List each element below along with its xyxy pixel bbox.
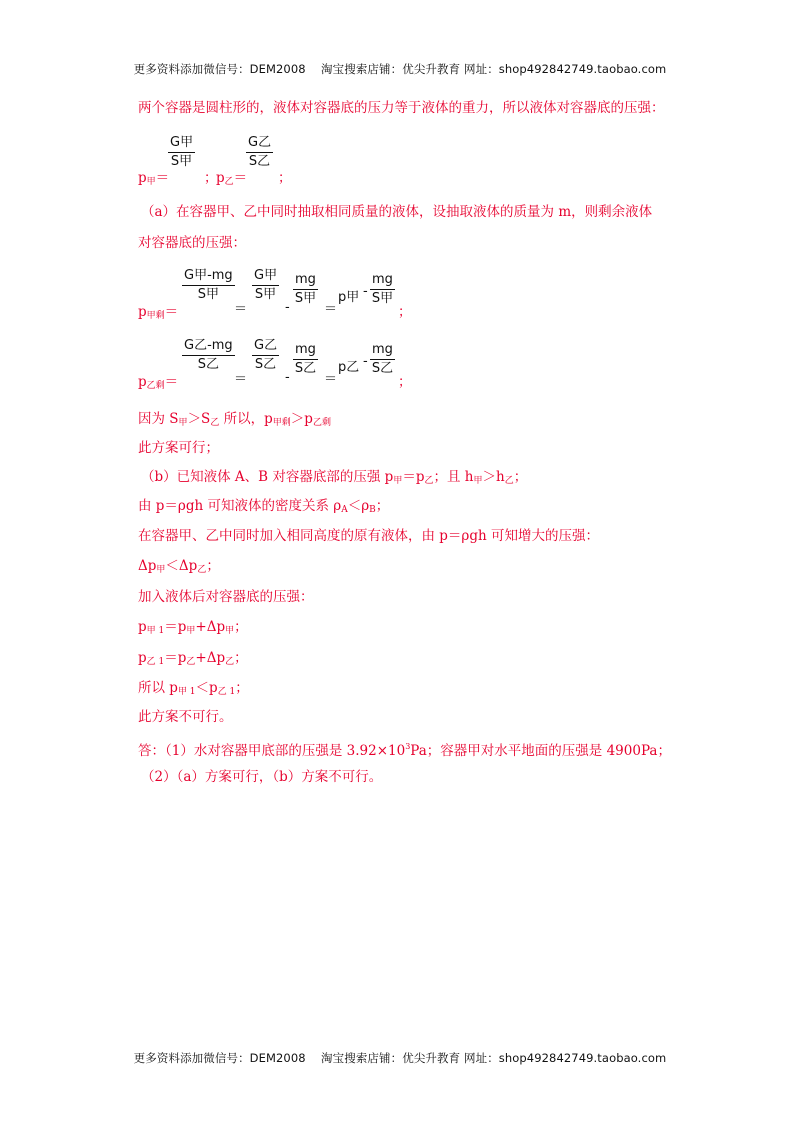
numerator: G甲: [252, 268, 279, 286]
numerator: G乙: [252, 338, 279, 356]
fraction-mg-over-s-tail: [370, 272, 395, 307]
denominator: S乙: [371, 361, 394, 376]
subscript: 甲: [146, 177, 156, 187]
text-line-not-feasible: 此方案不可行。: [138, 709, 233, 725]
p-symbol: p: [138, 374, 147, 390]
p-symbol: p: [216, 170, 225, 186]
equals-sign: ＝: [164, 304, 179, 320]
numerator: mg: [293, 272, 318, 290]
text-line-comparison-b: 所以 $p_{甲 1}<p_{乙 1}$；: [138, 680, 249, 697]
text-line-after-adding: 加入液体后对容器底的压强：: [138, 589, 314, 605]
subscript: 乙: [224, 177, 234, 187]
fraction-g-over-s: [252, 268, 279, 303]
text-line-add-liquid: 在容器甲、乙中同时加入相同高度的原有液体，由 p＝ρgh 可知增大的压强：: [138, 528, 599, 544]
fraction-g-over-s-yi: [246, 135, 273, 170]
denominator: S甲: [294, 291, 317, 306]
separator: ；: [398, 374, 412, 390]
equals-sign: ＝: [324, 372, 338, 387]
equals-sign: ＝: [164, 374, 179, 390]
numerator: G甲-mg: [182, 268, 235, 286]
equals-sign: ＝: [155, 170, 170, 186]
text-line-answer-1: 答：（1）水对容器甲底部的压强是 $3.92\times 10^3Pa$；容器甲对水平地面的压强是 4900Pa；: [138, 742, 671, 759]
p-jia-term: p甲: [338, 290, 360, 305]
minus-sign: -: [285, 300, 290, 315]
text-line-delta-p: $\Delta p_甲<\Delta p_乙$；: [138, 558, 220, 575]
fraction-g-minus-mg: [182, 338, 235, 373]
fraction-g-over-s-jia: [168, 135, 195, 170]
subscript: 乙剩: [146, 381, 165, 391]
text-line-comparison-a: 因为 $S_甲>S_乙$ 所以，$p_{甲剩}>p_{乙剩}$: [138, 411, 331, 428]
text-line-density-relation: 由 p＝ρgh 可知液体的密度关系 $\rho_A<\rho_B$；: [138, 498, 390, 515]
numerator: G甲: [168, 135, 195, 153]
page-footer: 更多资料添加微信号：DEM2008 淘宝搜索店铺：优尖升教育 网址：shop492842749.taobao.com: [133, 1051, 667, 1065]
p-symbol: p: [138, 170, 147, 186]
denominator: S甲: [170, 154, 193, 169]
text-line-method-a: （a）在容器甲、乙中同时抽取相同质量的液体，设抽取液体的质量为 m，则剩余液体: [141, 204, 653, 220]
text-line-method-b: （b）已知液体 A、B 对容器底部的压强 $p_甲=p_乙$；且 $h_甲>h_乙$；: [141, 469, 528, 486]
p-symbol: p: [138, 304, 147, 320]
denominator: S乙: [197, 357, 219, 372]
fraction-mg-over-s: [293, 272, 318, 307]
minus-sign: -: [363, 354, 368, 369]
denominator: S甲: [197, 287, 219, 302]
denominator: S乙: [248, 154, 271, 169]
numerator: G乙-mg: [182, 338, 235, 356]
text-line-remaining-pressure: 对容器底的压强：: [138, 235, 246, 251]
equals-sign: ＝: [234, 302, 248, 317]
equals-sign: ＝: [234, 372, 248, 387]
page-header: 更多资料添加微信号：DEM2008 淘宝搜索店铺：优尖升教育 网址：shop492842749.taobao.com: [133, 62, 667, 76]
equals-sign: ＝: [233, 170, 248, 186]
denominator: S乙: [294, 361, 317, 376]
denominator: S乙: [254, 357, 277, 372]
separator: ；: [398, 304, 412, 320]
denominator: S甲: [371, 291, 394, 306]
numerator: mg: [370, 342, 395, 360]
minus-sign: -: [285, 370, 290, 385]
text-line-feasible: 此方案可行；: [138, 440, 219, 456]
fraction-g-minus-mg: [182, 268, 235, 303]
numerator: mg: [293, 342, 318, 360]
equals-sign: ＝: [324, 302, 338, 317]
fraction-g-over-s: [252, 338, 279, 373]
text-line-p-yi-1: $p_{乙 1}=p_乙+\Delta p_乙$；: [138, 650, 248, 667]
numerator: G乙: [246, 135, 273, 153]
minus-sign: -: [363, 284, 368, 299]
fraction-mg-over-s: [293, 342, 318, 377]
denominator: S甲: [254, 287, 277, 302]
text-line-answer-2: （2）（a）方案可行，（b）方案不可行。: [141, 769, 383, 785]
text-line-cylinder-intro: 两个容器是圆柱形的，液体对容器底的压力等于液体的重力，所以液体对容器底的压强：: [138, 100, 665, 116]
fraction-mg-over-s-tail: [370, 342, 395, 377]
numerator: mg: [370, 272, 395, 290]
text-line-p-jia-1: $p_{甲 1}=p_甲+\Delta p_甲$；: [138, 619, 248, 636]
separator: ；: [204, 170, 218, 186]
separator: ；: [278, 170, 292, 186]
p-yi-term: p乙: [338, 360, 360, 375]
subscript: 甲剩: [146, 311, 165, 321]
